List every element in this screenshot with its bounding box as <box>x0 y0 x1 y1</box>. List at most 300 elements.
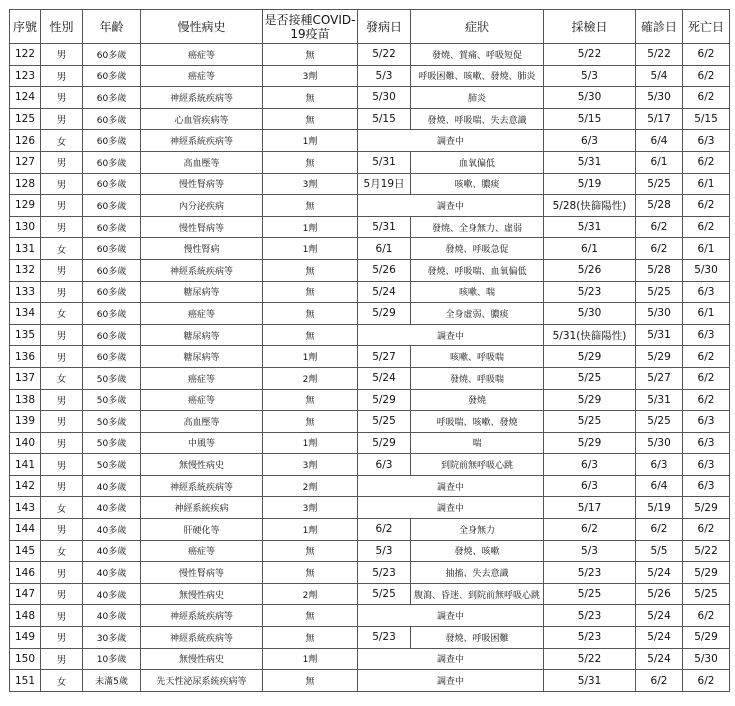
death-case-table <box>9 9 730 692</box>
confirm-date-cell: 5/25 <box>636 281 683 303</box>
case-id-cell: 139 <box>10 411 41 433</box>
header-test-date: 採檢日 <box>544 10 636 44</box>
case-id-cell: 150 <box>10 648 41 670</box>
confirm-date-cell: 5/26 <box>636 583 683 605</box>
test-date-cell: 5/25 <box>544 367 636 389</box>
death-date-cell: 6/2 <box>683 367 730 389</box>
vaccine-cell: 2劑 <box>263 367 358 389</box>
vaccine-cell: 1劑 <box>263 130 358 152</box>
age-cell: 50多歲 <box>83 411 141 433</box>
history-cell: 先天性泌尿系統疾病等 <box>141 670 263 692</box>
onset-cell: 5/24 <box>358 281 411 303</box>
age-cell: 40多歲 <box>83 540 141 562</box>
death-date-cell: 5/29 <box>683 497 730 519</box>
case-id-cell: 151 <box>10 670 41 692</box>
onset-cell: 6/2 <box>358 519 411 541</box>
symptoms-cell: 發燒、呼吸急促 <box>411 238 544 260</box>
confirm-date-cell: 5/27 <box>636 367 683 389</box>
symptoms-cell: 呼吸喘、咳嗽、發燒 <box>411 411 544 433</box>
history-cell: 神經系統疾病等 <box>141 130 263 152</box>
death-date-cell: 6/2 <box>683 346 730 368</box>
age-cell: 60多歲 <box>83 151 141 173</box>
table-row <box>10 627 730 649</box>
onset-cell: 5/30 <box>358 87 411 109</box>
vaccine-cell: 1劑 <box>263 238 358 260</box>
history-cell: 高血壓等 <box>141 151 263 173</box>
death-date-cell: 5/25 <box>683 583 730 605</box>
confirm-date-cell: 5/28 <box>636 259 683 281</box>
death-date-cell: 6/1 <box>683 303 730 325</box>
onset-cell: 5/22 <box>358 44 411 66</box>
sex-cell: 女 <box>41 540 83 562</box>
confirm-date-cell: 5/29 <box>636 346 683 368</box>
age-cell: 40多歲 <box>83 475 141 497</box>
onset-cell: 5/29 <box>358 389 411 411</box>
vaccine-cell: 無 <box>263 670 358 692</box>
sex-cell: 男 <box>41 108 83 130</box>
history-cell: 高血壓等 <box>141 411 263 433</box>
age-cell: 60多歲 <box>83 303 141 325</box>
table-row <box>10 151 730 173</box>
header-sex: 性別 <box>41 10 83 44</box>
sex-cell: 女 <box>41 238 83 260</box>
history-cell: 無慢性病史 <box>141 583 263 605</box>
case-id-cell: 138 <box>10 389 41 411</box>
vaccine-cell: 無 <box>263 627 358 649</box>
vaccine-cell: 1劑 <box>263 432 358 454</box>
history-cell: 糖尿病等 <box>141 324 263 346</box>
vaccine-cell: 1劑 <box>263 216 358 238</box>
vaccine-cell: 無 <box>263 389 358 411</box>
symptoms-merged-cell: 調查中 <box>358 475 544 497</box>
symptoms-cell: 發燒、全身無力、虛弱 <box>411 216 544 238</box>
confirm-date-cell: 5/31 <box>636 324 683 346</box>
age-cell: 10多歲 <box>83 648 141 670</box>
age-cell: 40多歲 <box>83 583 141 605</box>
case-id-cell: 123 <box>10 65 41 87</box>
confirm-date-cell: 5/24 <box>636 605 683 627</box>
confirm-date-cell: 6/4 <box>636 475 683 497</box>
age-cell: 50多歲 <box>83 367 141 389</box>
death-date-cell: 6/3 <box>683 130 730 152</box>
vaccine-cell: 無 <box>263 151 358 173</box>
symptoms-merged-cell: 調查中 <box>358 648 544 670</box>
vaccine-cell: 無 <box>263 195 358 217</box>
confirm-date-cell: 6/2 <box>636 238 683 260</box>
test-date-cell: 5/26 <box>544 259 636 281</box>
symptoms-cell: 到院前無呼吸心跳 <box>411 454 544 476</box>
test-date-cell: 5/3 <box>544 65 636 87</box>
table-row <box>10 475 730 497</box>
vaccine-cell: 無 <box>263 324 358 346</box>
symptoms-cell: 發燒、賀痛、呼吸短促 <box>411 44 544 66</box>
sex-cell: 男 <box>41 389 83 411</box>
test-date-cell: 5/22 <box>544 44 636 66</box>
confirm-date-cell: 5/25 <box>636 411 683 433</box>
table-row <box>10 389 730 411</box>
death-date-cell: 6/2 <box>683 670 730 692</box>
confirm-date-cell: 5/28 <box>636 195 683 217</box>
confirm-date-cell: 5/5 <box>636 540 683 562</box>
symptoms-merged-cell: 調查中 <box>358 130 544 152</box>
vaccine-cell: 3劑 <box>263 497 358 519</box>
confirm-date-cell: 5/30 <box>636 432 683 454</box>
onset-cell: 5/3 <box>358 540 411 562</box>
age-cell: 60多歲 <box>83 87 141 109</box>
symptoms-cell: 發燒、呼吸困難 <box>411 627 544 649</box>
age-cell: 60多歲 <box>83 281 141 303</box>
table-row <box>10 670 730 692</box>
death-date-cell: 6/2 <box>683 44 730 66</box>
symptoms-cell: 全身無力 <box>411 519 544 541</box>
case-id-cell: 142 <box>10 475 41 497</box>
test-date-cell: 5/23 <box>544 281 636 303</box>
table-row <box>10 519 730 541</box>
case-id-cell: 131 <box>10 238 41 260</box>
case-id-cell: 148 <box>10 605 41 627</box>
vaccine-cell: 無 <box>263 108 358 130</box>
symptoms-cell: 腹瀉、昏迷、到院前無呼吸心跳 <box>411 583 544 605</box>
test-date-cell: 5/30 <box>544 303 636 325</box>
symptoms-cell: 全身虛弱、膿痰 <box>411 303 544 325</box>
sex-cell: 男 <box>41 648 83 670</box>
case-id-cell: 122 <box>10 44 41 66</box>
vaccine-cell: 1劑 <box>263 346 358 368</box>
death-date-cell: 6/1 <box>683 238 730 260</box>
table-row <box>10 65 730 87</box>
sex-cell: 女 <box>41 497 83 519</box>
age-cell: 60多歲 <box>83 65 141 87</box>
test-date-cell: 5/29 <box>544 432 636 454</box>
onset-cell: 6/1 <box>358 238 411 260</box>
sex-cell: 男 <box>41 195 83 217</box>
onset-cell: 5/25 <box>358 583 411 605</box>
sex-cell: 男 <box>41 627 83 649</box>
case-id-cell: 141 <box>10 454 41 476</box>
history-cell: 慢性腎病 <box>141 238 263 260</box>
history-cell: 無慢性病史 <box>141 454 263 476</box>
sex-cell: 男 <box>41 475 83 497</box>
history-cell: 癌症等 <box>141 65 263 87</box>
symptoms-merged-cell: 調查中 <box>358 497 544 519</box>
sex-cell: 男 <box>41 583 83 605</box>
confirm-date-cell: 5/19 <box>636 497 683 519</box>
age-cell: 60多歲 <box>83 195 141 217</box>
sex-cell: 男 <box>41 454 83 476</box>
onset-cell: 5月19日 <box>358 173 411 195</box>
sex-cell: 男 <box>41 346 83 368</box>
onset-cell: 5/23 <box>358 627 411 649</box>
death-date-cell: 5/30 <box>683 259 730 281</box>
sex-cell: 男 <box>41 87 83 109</box>
case-id-cell: 137 <box>10 367 41 389</box>
history-cell: 神經系統疾病等 <box>141 605 263 627</box>
table-row <box>10 648 730 670</box>
age-cell: 60多歲 <box>83 130 141 152</box>
sex-cell: 女 <box>41 303 83 325</box>
table-row <box>10 605 730 627</box>
death-date-cell: 5/15 <box>683 108 730 130</box>
header-age: 年齡 <box>83 10 141 44</box>
case-id-cell: 128 <box>10 173 41 195</box>
symptoms-cell: 發燒、咳嗽 <box>411 540 544 562</box>
case-id-cell: 136 <box>10 346 41 368</box>
death-date-cell: 6/2 <box>683 65 730 87</box>
test-date-cell: 5/23 <box>544 605 636 627</box>
vaccine-cell: 無 <box>263 540 358 562</box>
vaccine-cell: 2劑 <box>263 583 358 605</box>
vaccine-cell: 3劑 <box>263 454 358 476</box>
table-row <box>10 303 730 325</box>
table-row <box>10 130 730 152</box>
age-cell: 60多歲 <box>83 173 141 195</box>
vaccine-cell: 無 <box>263 411 358 433</box>
table-row <box>10 87 730 109</box>
table-row <box>10 324 730 346</box>
test-date-cell: 5/31 <box>544 216 636 238</box>
symptoms-cell: 抽搐、失去意識 <box>411 562 544 584</box>
death-date-cell: 5/29 <box>683 627 730 649</box>
test-date-cell: 5/31 <box>544 151 636 173</box>
test-date-cell: 5/31(快篩陽性) <box>544 324 636 346</box>
onset-cell: 5/31 <box>358 216 411 238</box>
history-cell: 癌症等 <box>141 389 263 411</box>
case-id-cell: 149 <box>10 627 41 649</box>
case-id-cell: 125 <box>10 108 41 130</box>
table-body <box>10 44 730 692</box>
sex-cell: 男 <box>41 562 83 584</box>
death-date-cell: 6/3 <box>683 432 730 454</box>
vaccine-cell: 3劑 <box>263 173 358 195</box>
header-id: 序號 <box>10 10 41 44</box>
table-row <box>10 44 730 66</box>
symptoms-cell: 肺炎 <box>411 87 544 109</box>
sex-cell: 男 <box>41 65 83 87</box>
history-cell: 中風等 <box>141 432 263 454</box>
death-date-cell: 6/2 <box>683 151 730 173</box>
age-cell: 40多歲 <box>83 562 141 584</box>
sex-cell: 男 <box>41 151 83 173</box>
sex-cell: 男 <box>41 519 83 541</box>
history-cell: 糖尿病等 <box>141 346 263 368</box>
table-row <box>10 454 730 476</box>
onset-cell: 5/31 <box>358 151 411 173</box>
history-cell: 神經系統疾病等 <box>141 259 263 281</box>
case-id-cell: 143 <box>10 497 41 519</box>
table-row <box>10 173 730 195</box>
symptoms-cell: 發燒、呼吸喘 <box>411 367 544 389</box>
age-cell: 60多歲 <box>83 259 141 281</box>
test-date-cell: 5/22 <box>544 648 636 670</box>
header-history: 慢性病史 <box>141 10 263 44</box>
sex-cell: 男 <box>41 605 83 627</box>
test-date-cell: 6/2 <box>544 519 636 541</box>
onset-cell: 6/3 <box>358 454 411 476</box>
age-cell: 40多歲 <box>83 605 141 627</box>
age-cell: 60多歲 <box>83 238 141 260</box>
case-id-cell: 147 <box>10 583 41 605</box>
table-row <box>10 108 730 130</box>
history-cell: 神經系統疾病等 <box>141 627 263 649</box>
history-cell: 內分泌疾病 <box>141 195 263 217</box>
history-cell: 神經系統疾病等 <box>141 475 263 497</box>
age-cell: 40多歲 <box>83 519 141 541</box>
table-row <box>10 432 730 454</box>
sex-cell: 男 <box>41 432 83 454</box>
table-row <box>10 281 730 303</box>
history-cell: 癌症等 <box>141 367 263 389</box>
test-date-cell: 5/17 <box>544 497 636 519</box>
test-date-cell: 5/15 <box>544 108 636 130</box>
death-date-cell: 6/1 <box>683 173 730 195</box>
confirm-date-cell: 6/2 <box>636 670 683 692</box>
symptoms-cell: 咳嗽、呼吸喘 <box>411 346 544 368</box>
onset-cell: 5/26 <box>358 259 411 281</box>
table-row <box>10 562 730 584</box>
table-row <box>10 367 730 389</box>
death-date-cell: 6/2 <box>683 389 730 411</box>
onset-cell: 5/23 <box>358 562 411 584</box>
age-cell: 未滿5歲 <box>83 670 141 692</box>
death-date-cell: 6/2 <box>683 195 730 217</box>
test-date-cell: 5/29 <box>544 389 636 411</box>
death-date-cell: 6/2 <box>683 87 730 109</box>
onset-cell: 5/15 <box>358 108 411 130</box>
history-cell: 慢性腎病等 <box>141 216 263 238</box>
case-id-cell: 140 <box>10 432 41 454</box>
sex-cell: 女 <box>41 367 83 389</box>
vaccine-cell: 無 <box>263 87 358 109</box>
symptoms-merged-cell: 調查中 <box>358 670 544 692</box>
confirm-date-cell: 5/17 <box>636 108 683 130</box>
death-date-cell: 5/22 <box>683 540 730 562</box>
death-date-cell: 6/2 <box>683 605 730 627</box>
sex-cell: 男 <box>41 44 83 66</box>
vaccine-cell: 2劑 <box>263 475 358 497</box>
onset-cell: 5/29 <box>358 303 411 325</box>
test-date-cell: 5/31 <box>544 670 636 692</box>
sex-cell: 男 <box>41 411 83 433</box>
sex-cell: 男 <box>41 216 83 238</box>
confirm-date-cell: 5/31 <box>636 389 683 411</box>
confirm-date-cell: 6/2 <box>636 216 683 238</box>
confirm-date-cell: 6/3 <box>636 454 683 476</box>
onset-cell: 5/25 <box>358 411 411 433</box>
confirm-date-cell: 5/30 <box>636 303 683 325</box>
case-table-container <box>9 9 730 692</box>
header-death-date: 死亡日 <box>683 10 730 44</box>
history-cell: 癌症等 <box>141 44 263 66</box>
death-date-cell: 5/29 <box>683 562 730 584</box>
table-row <box>10 238 730 260</box>
age-cell: 60多歲 <box>83 324 141 346</box>
table-row <box>10 216 730 238</box>
symptoms-cell: 呼吸困難、咳嗽、發燒、肺炎 <box>411 65 544 87</box>
case-id-cell: 126 <box>10 130 41 152</box>
vaccine-cell: 無 <box>263 303 358 325</box>
onset-cell: 5/29 <box>358 432 411 454</box>
age-cell: 30多歲 <box>83 627 141 649</box>
sex-cell: 男 <box>41 173 83 195</box>
case-id-cell: 144 <box>10 519 41 541</box>
header-confirm-date: 確診日 <box>636 10 683 44</box>
test-date-cell: 5/29 <box>544 346 636 368</box>
header-symptoms: 症狀 <box>411 10 544 44</box>
symptoms-cell: 咳嗽、膿痰 <box>411 173 544 195</box>
confirm-date-cell: 6/4 <box>636 130 683 152</box>
symptoms-merged-cell: 調查中 <box>358 605 544 627</box>
case-id-cell: 146 <box>10 562 41 584</box>
vaccine-cell: 無 <box>263 44 358 66</box>
age-cell: 40多歲 <box>83 497 141 519</box>
age-cell: 60多歲 <box>83 346 141 368</box>
death-date-cell: 6/3 <box>683 324 730 346</box>
confirm-date-cell: 6/1 <box>636 151 683 173</box>
symptoms-merged-cell: 調查中 <box>358 195 544 217</box>
symptoms-cell: 發燒、呼吸喘、失去意識 <box>411 108 544 130</box>
sex-cell: 男 <box>41 281 83 303</box>
death-date-cell: 6/2 <box>683 519 730 541</box>
test-date-cell: 5/28(快篩陽性) <box>544 195 636 217</box>
case-id-cell: 135 <box>10 324 41 346</box>
vaccine-cell: 1劑 <box>263 519 358 541</box>
history-cell: 神經系統疾病等 <box>141 87 263 109</box>
test-date-cell: 5/19 <box>544 173 636 195</box>
symptoms-cell: 發燒 <box>411 389 544 411</box>
age-cell: 50多歲 <box>83 454 141 476</box>
case-id-cell: 145 <box>10 540 41 562</box>
vaccine-cell: 3劑 <box>263 65 358 87</box>
death-date-cell: 6/3 <box>683 281 730 303</box>
death-date-cell: 6/2 <box>683 216 730 238</box>
confirm-date-cell: 5/24 <box>636 627 683 649</box>
death-date-cell: 6/3 <box>683 411 730 433</box>
confirm-date-cell: 5/24 <box>636 648 683 670</box>
table-row <box>10 411 730 433</box>
case-id-cell: 129 <box>10 195 41 217</box>
test-date-cell: 5/23 <box>544 627 636 649</box>
case-id-cell: 134 <box>10 303 41 325</box>
age-cell: 60多歲 <box>83 44 141 66</box>
test-date-cell: 6/1 <box>544 238 636 260</box>
table-row <box>10 497 730 519</box>
table-row <box>10 583 730 605</box>
vaccine-cell: 無 <box>263 259 358 281</box>
test-date-cell: 6/3 <box>544 454 636 476</box>
header-onset: 發病日 <box>358 10 411 44</box>
confirm-date-cell: 6/2 <box>636 519 683 541</box>
age-cell: 60多歲 <box>83 108 141 130</box>
sex-cell: 女 <box>41 130 83 152</box>
confirm-date-cell: 5/22 <box>636 44 683 66</box>
test-date-cell: 5/25 <box>544 411 636 433</box>
table-row <box>10 259 730 281</box>
test-date-cell: 5/3 <box>544 540 636 562</box>
table-row <box>10 540 730 562</box>
table-row <box>10 346 730 368</box>
case-id-cell: 133 <box>10 281 41 303</box>
confirm-date-cell: 5/30 <box>636 87 683 109</box>
sex-cell: 女 <box>41 670 83 692</box>
case-id-cell: 132 <box>10 259 41 281</box>
sex-cell: 男 <box>41 324 83 346</box>
death-date-cell: 5/30 <box>683 648 730 670</box>
age-cell: 50多歲 <box>83 389 141 411</box>
onset-cell: 5/24 <box>358 367 411 389</box>
history-cell: 心血管疾病等 <box>141 108 263 130</box>
history-cell: 無慢性病史 <box>141 648 263 670</box>
death-date-cell: 6/3 <box>683 454 730 476</box>
